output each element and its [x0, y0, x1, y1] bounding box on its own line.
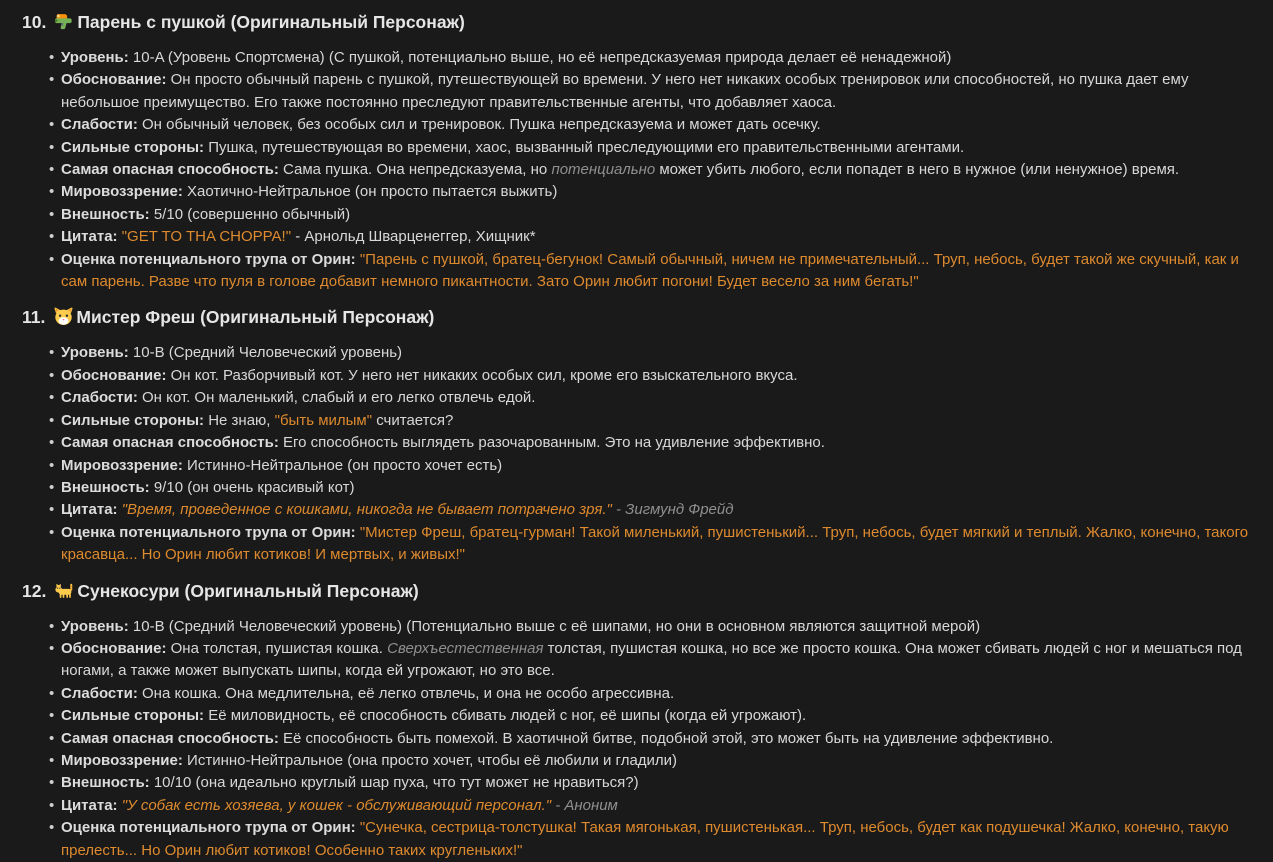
list-item [61, 795, 1249, 817]
character-section [0, 305, 1249, 566]
attribute-label: Самая опасная способность: [61, 434, 279, 452]
character-heading [22, 305, 1249, 329]
attribute-label: Оценка потенциального трупа от Орин: [61, 523, 356, 541]
attribute-label: Мировоззрение: [61, 751, 183, 769]
text-segment: Она кошка. Она медлительна, её легко отвлечь, и она не особо агрессивна. [142, 684, 675, 702]
list-item [61, 683, 1249, 705]
heading-title: Парень с пушкой (Оригинальный Персонаж) [77, 12, 465, 32]
text-segment: Сама пушка. Она непредсказуема, но [283, 161, 552, 179]
text-segment: Он просто обычный парень с пушкой, путешествующей во времени. У него нет никаких особых тренировок или способностей, но пушка дает ему небольшое преимущество. Его также постоянно преследуют правительственные агенты, что добавляет хаоса. [61, 71, 1189, 111]
character-section [0, 10, 1249, 293]
attribute-list [0, 342, 1249, 566]
attribute-list [0, 616, 1249, 862]
list-item [61, 114, 1249, 136]
attribute-label: Цитата: [61, 228, 118, 246]
text-segment: Её миловидность, её способность сбивать людей с ног, её шипы (когда ей угрожают). [208, 707, 807, 725]
list-item [61, 159, 1249, 181]
list-item [61, 410, 1249, 432]
attribute-label: Сильные стороны: [61, 411, 205, 429]
attribute-label: Цитата: [61, 501, 118, 519]
attribute-label: Цитата: [61, 796, 118, 814]
styled-text-segment: "GET TO THA CHOPPA!" [121, 228, 292, 246]
list-item [61, 772, 1249, 794]
styled-text-segment: "Мистер Фреш, братец-гурман! Такой миленький, пушистенький... Труп, небось, будет мягкий и теплый. Жалко, конечно, такого красавца... Но Орин любит котиков! И мертвых, и живых!" [61, 523, 1249, 564]
heading-number: 10. [22, 12, 47, 32]
list-item [61, 705, 1249, 727]
water-gun-icon [55, 10, 74, 34]
text-segment: 5/10 (совершенно обычный) [153, 205, 351, 223]
attribute-label: Внешность: [61, 205, 150, 223]
list-item [61, 728, 1249, 750]
attribute-label: Обоснование: [61, 639, 167, 657]
heading-number: 12. [22, 580, 47, 601]
list-item [61, 342, 1249, 364]
text-segment: Его способность выглядеть разочарованным. Это на удивление эффективно. [283, 434, 825, 452]
list-item [61, 137, 1249, 159]
styled-text-segment: Сверхъестественная [387, 639, 544, 657]
cat-icon [55, 579, 74, 603]
styled-text-segment: "Время, проведенное с кошками, никогда не бывает потрачено зря." [121, 501, 612, 519]
text-segment: может убить любого, если попадет в него в нужное (или ненужное) время. [655, 161, 1180, 179]
text-segment: Она толстая, пушистая кошка. [170, 639, 388, 657]
attribute-label: Мировоззрение: [61, 456, 183, 474]
list-item [61, 432, 1249, 454]
styled-text-segment: потенциально [551, 161, 656, 179]
list-item [61, 387, 1249, 409]
styled-text-segment: "У собак есть хозяева, у кошек - обслуживающий персонал." [121, 796, 552, 814]
list-item [61, 750, 1249, 772]
text-segment: 10-B (Средний Человеческий уровень) [132, 344, 403, 362]
text-segment: Он кот. Он маленький, слабый и его легко отвлечь едой. [142, 389, 536, 407]
text-segment: 10-A (Уровень Спортсмена) (С пушкой, потенциально выше, но её непредсказуемая природа делает её ненадежной) [132, 49, 952, 66]
styled-text-segment: "Сунечка, сестрица-толстушка! Такая мягонькая, пушистенькая... Труп, небось, будет как подушечка! Жалко, конечно, такую прелесть... Но Орин любит котиков! Особенно таких кругленьких!" [61, 819, 1229, 859]
text-segment: Он кот. Разборчивый кот. У него нет никаких особых сил, кроме его взыскательного вкуса. [170, 366, 798, 384]
attribute-label: Обоснование: [61, 71, 167, 89]
styled-text-segment: "Парень с пушкой, братец-бегунок! Самый обычный, ничем не примечательный... Труп, небось, будет такой же скучный, как и сам парень. Разве что пуля в голове добавит немного пикантности. Зато Орин любит погони! Будет весело за ним бегать!" [61, 250, 1239, 291]
text-segment: Истинно-Нейтральное (она просто хочет, чтобы её любили и гладили) [187, 751, 678, 769]
list-item [61, 47, 1249, 69]
attribute-label: Уровень: [61, 344, 129, 362]
list-item [61, 616, 1249, 638]
text-segment: Истинно-Нейтральное (он просто хочет есть) [187, 456, 503, 474]
list-item [61, 522, 1249, 567]
attribute-label: Внешность: [61, 478, 150, 496]
text-segment: считается? [372, 411, 454, 429]
text-segment: Он обычный человек, без особых сил и тренировок. Пушка непредсказуема и может дать осечку. [142, 116, 821, 134]
text-segment: - Арнольд Шварценеггер, Хищник* [291, 228, 536, 246]
text-segment: толстая, пушистая кошка, но все же просто кошка. Она может сбивать людей с ног и мешаться под ногами, а также может выпускать шипы, когда ей угрожают, но это все. [61, 639, 1242, 680]
attribute-label: Слабости: [61, 116, 138, 134]
heading-title: Мистер Фреш (Оригинальный Персонаж) [76, 307, 435, 328]
attribute-label: Уровень: [61, 49, 129, 66]
text-segment: 10-B (Средний Человеческий уровень) (Потенциально выше с её шипами, но они в основном являются защитной мерой) [132, 617, 981, 635]
heading-number: 11. [22, 307, 46, 328]
character-list [0, 10, 1249, 862]
list-item [61, 204, 1249, 226]
styled-text-segment: - Зигмунд Фрейд [611, 501, 734, 519]
text-segment: Пушка, путешествующая во времени, хаос, вызванный преследующими его правительственными агентами. [208, 138, 965, 156]
character-section [0, 579, 1249, 862]
list-item [61, 817, 1249, 862]
text-segment: Её способность быть помехой. В хаотичной битве, подобной этой, это может быть на удивление эффективно. [283, 729, 1054, 747]
attribute-label: Слабости: [61, 389, 138, 407]
list-item [61, 455, 1249, 477]
attribute-label: Сильные стороны: [61, 138, 205, 156]
attribute-label: Обоснование: [61, 366, 167, 384]
text-segment: Хаотично-Нейтральное (он просто пытается выжить) [187, 183, 558, 201]
list-item [61, 477, 1249, 499]
list-item [61, 499, 1249, 521]
list-item [61, 249, 1249, 294]
attribute-list [0, 47, 1249, 293]
cat-face-icon [54, 305, 73, 329]
list-item [61, 181, 1249, 203]
character-heading [22, 579, 1249, 603]
styled-text-segment: "быть милым" [274, 411, 373, 429]
attribute-label: Оценка потенциального трупа от Орин: [61, 819, 356, 837]
attribute-label: Самая опасная способность: [61, 729, 279, 747]
character-heading [22, 10, 1249, 34]
heading-title: Сунекосури (Оригинальный Персонаж) [77, 580, 419, 601]
attribute-label: Оценка потенциального трупа от Орин: [61, 250, 356, 268]
attribute-label: Сильные стороны: [61, 707, 205, 725]
list-item [61, 638, 1249, 683]
list-item [61, 69, 1249, 114]
attribute-label: Уровень: [61, 617, 129, 635]
attribute-label: Самая опасная способность: [61, 161, 279, 179]
list-item [61, 365, 1249, 387]
attribute-label: Слабости: [61, 684, 138, 702]
text-segment: 10/10 (она идеально круглый шар пуха, что тут может не нравиться?) [153, 774, 639, 792]
text-segment: 9/10 (он очень красивый кот) [153, 478, 355, 496]
attribute-label: Мировоззрение: [61, 183, 183, 201]
styled-text-segment: - Аноним [551, 796, 618, 814]
text-segment: Не знаю, [208, 411, 275, 429]
attribute-label: Внешность: [61, 774, 150, 792]
list-item [61, 226, 1249, 248]
